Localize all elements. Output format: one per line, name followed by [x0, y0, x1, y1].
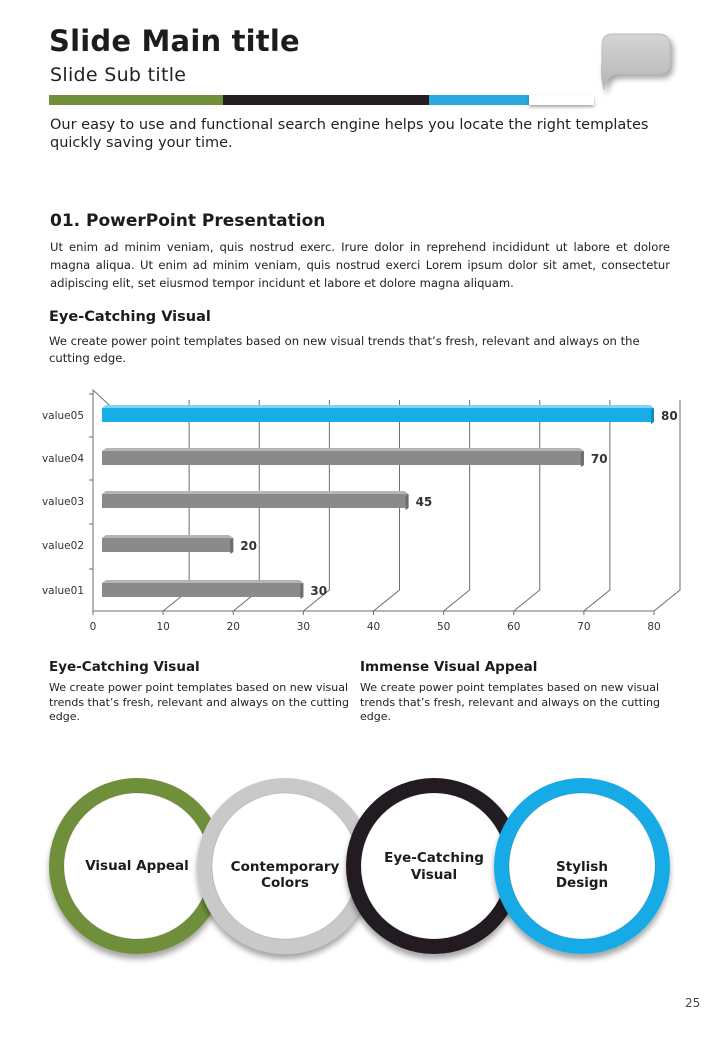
chart-x-tick-label: 20	[226, 621, 240, 633]
chart-bar	[102, 580, 303, 599]
page-subtitle: Slide Sub title	[50, 64, 187, 86]
ring-label: Stylish Design	[555, 859, 609, 891]
ring-label: Contemporary Colors	[230, 859, 340, 891]
chart-gridline	[584, 400, 610, 611]
color-bar-segment-blue	[429, 95, 529, 105]
feature-rings	[0, 770, 720, 980]
color-bar	[49, 95, 594, 105]
ring-label: Visual Appeal	[85, 858, 189, 874]
chart-gridline	[654, 400, 680, 611]
chart-y-tick-label: value05	[41, 410, 84, 422]
column-text-left: We create power point templates based on new visual trends that’s fresh, relevant and always on the cutting edge.	[49, 681, 349, 723]
chart-gridline	[514, 400, 540, 611]
chart-x-tick-label: 50	[436, 621, 451, 633]
chart-bar	[102, 448, 584, 467]
chart-data-label: 70	[590, 452, 608, 466]
chart-y-tick-label: value01	[41, 585, 84, 597]
column-title-right: Immense Visual Appeal	[360, 659, 538, 675]
section-body: Ut enim ad minim veniam, quis nostrud exerc. Irure dolor in reprehend incididunt ut labore et dolore magna aliqua. Ut enim ad minim veniam, quis nostrud exerci Lorem ipsum dolor sit amet, consectetur adipiscing elit, set eiusmod tempor incidunt et labore et dolore magna aliquam.	[50, 240, 670, 290]
chart-y-tick-label: value04	[41, 453, 84, 465]
page-title: Slide Main title	[49, 24, 300, 58]
bar-chart	[0, 380, 720, 640]
eye-catching-title: Eye-Catching Visual	[49, 309, 211, 325]
eye-catching-text: We create power point templates based on new visual trends that’s fresh, relevant and always on the cutting edge.	[49, 334, 640, 365]
ring-visual-appeal	[57, 786, 218, 947]
color-bar-segment-green	[49, 95, 223, 105]
chart-data-label: 45	[415, 495, 433, 509]
chart-bar	[102, 535, 233, 554]
chart-data-label: 80	[661, 409, 678, 423]
ring-contemporary-colors	[205, 786, 366, 947]
color-bar-segment-black	[223, 95, 429, 105]
speech-bubble-icon	[596, 26, 678, 102]
chart-bar	[102, 491, 409, 510]
chart-data-label: 20	[240, 539, 257, 553]
chart-bar	[102, 405, 654, 424]
chart-x-tick-label: 30	[296, 621, 311, 633]
chart-x-tick-label: 0	[89, 621, 97, 633]
color-bar-segment-white	[529, 95, 594, 105]
ring-eye-catching-visual	[354, 786, 515, 947]
chart-x-tick-label: 70	[577, 621, 591, 633]
ring-stylish-design	[502, 786, 663, 947]
section-title: 01. PowerPoint Presentation	[50, 211, 326, 231]
chart-gridline	[444, 400, 470, 611]
chart-x-tick-label: 10	[156, 621, 170, 633]
chart-x-tick-label: 80	[647, 621, 661, 633]
intro-text: Our easy to use and functional search engine helps you locate the right templates quickly saving your time.	[50, 117, 649, 151]
chart-x-tick-label: 60	[507, 621, 521, 633]
column-text-right: We create power point templates based on new visual trends that’s fresh, relevant and always on the cutting edge.	[360, 681, 660, 723]
page-number: 25	[685, 996, 701, 1010]
chart-data-label: 30	[310, 584, 328, 598]
ring-label: Eye-Catching Visual	[384, 850, 484, 883]
chart-x-tick-label: 40	[366, 621, 381, 633]
chart-y-tick-label: value03	[41, 496, 84, 508]
column-title-left: Eye-Catching Visual	[49, 659, 200, 675]
chart-y-tick-label: value02	[41, 540, 84, 552]
